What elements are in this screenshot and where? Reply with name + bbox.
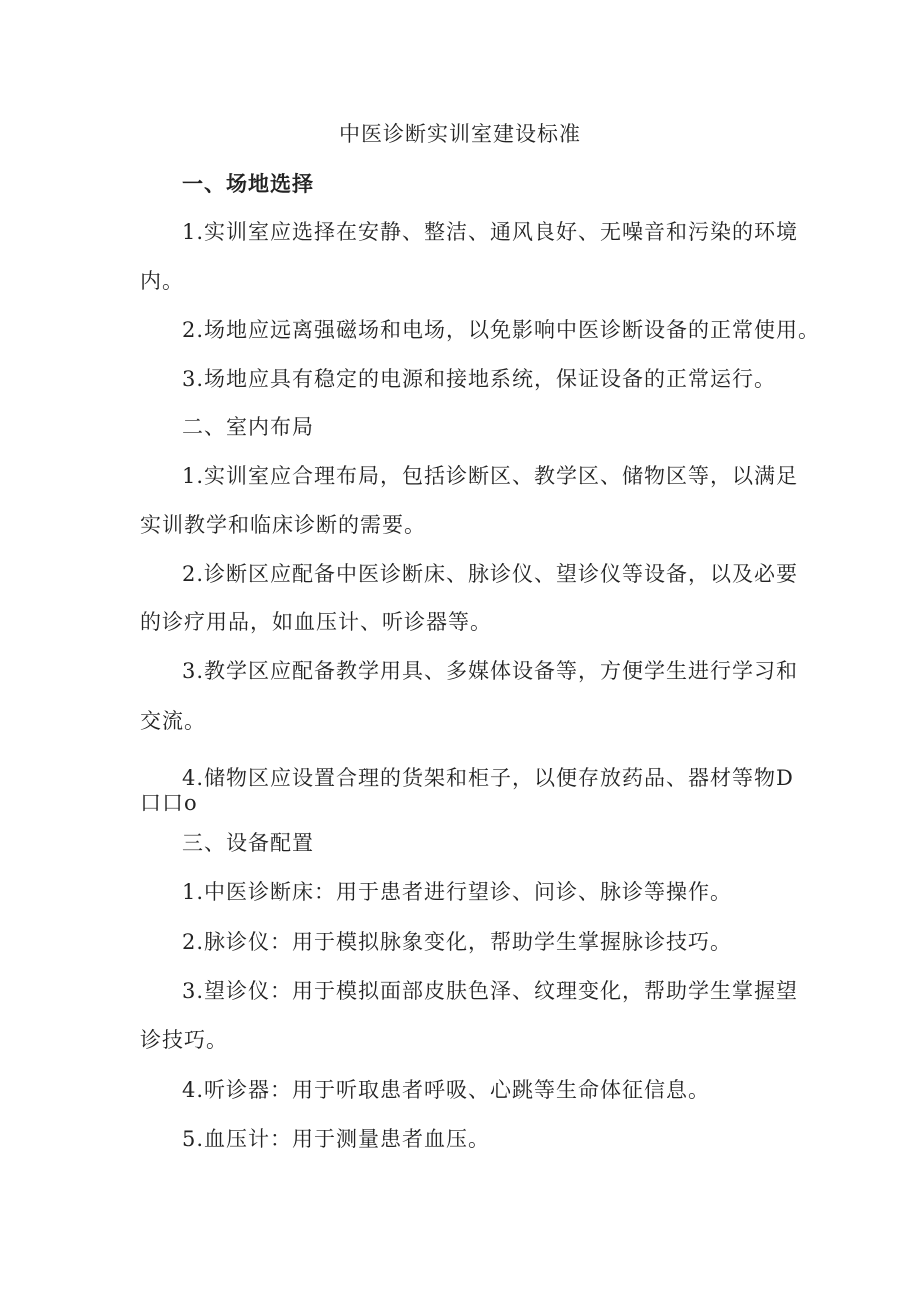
paragraph-line: 交流。 xyxy=(140,709,206,733)
document-title: 中医诊断实训室建设标准 xyxy=(339,122,581,146)
paragraph-line: 口口o xyxy=(140,791,198,815)
section-heading-equipment: 三、设备配置 xyxy=(182,831,314,855)
paragraph-line: 2.场地应远离强磁场和电场，以免影响中医诊断设备的正常使用。 xyxy=(182,318,821,342)
paragraph-line: 内。 xyxy=(140,269,184,293)
paragraph-line: 3.场地应具有稳定的电源和接地系统，保证设备的正常运行。 xyxy=(182,367,777,391)
paragraph-line: 1.实训室应合理布局，包括诊断区、教学区、储物区等，以满足 xyxy=(182,464,799,488)
paragraph-line: 的诊疗用品，如血压计、听诊器等。 xyxy=(140,610,492,634)
paragraph-line: 2.诊断区应配备中医诊断床、脉诊仪、望诊仪等设备，以及必要 xyxy=(182,562,799,586)
paragraph-line: 5.血压计：用于测量患者血压。 xyxy=(182,1127,491,1151)
paragraph-line: 4.听诊器：用于听取患者呼吸、心跳等生命体征信息。 xyxy=(182,1078,711,1102)
paragraph-line: 实训教学和临床诊断的需要。 xyxy=(140,513,426,537)
paragraph-line: 2.脉诊仪：用于模拟脉象变化，帮助学生掌握脉诊技巧。 xyxy=(182,930,733,954)
section-heading-site-selection: 一、场地选择 xyxy=(182,171,314,196)
paragraph-line: 3.望诊仪：用于模拟面部皮肤色泽、纹理变化，帮助学生掌握望 xyxy=(182,979,799,1003)
paragraph-line: 诊技巧。 xyxy=(140,1028,228,1052)
paragraph-line: 1.实训室应选择在安静、整洁、通风良好、无噪音和污染的环境 xyxy=(182,220,799,244)
paragraph-line: 4.储物区应设置合理的货架和柜子，以便存放药品、器材等物D xyxy=(182,766,794,790)
paragraph-line: 3.教学区应配备教学用具、多媒体设备等，方便学生进行学习和 xyxy=(182,659,799,683)
paragraph-line: 1.中医诊断床：用于患者进行望诊、问诊、脉诊等操作。 xyxy=(182,880,733,904)
section-heading-indoor-layout: 二、室内布局 xyxy=(182,415,314,439)
